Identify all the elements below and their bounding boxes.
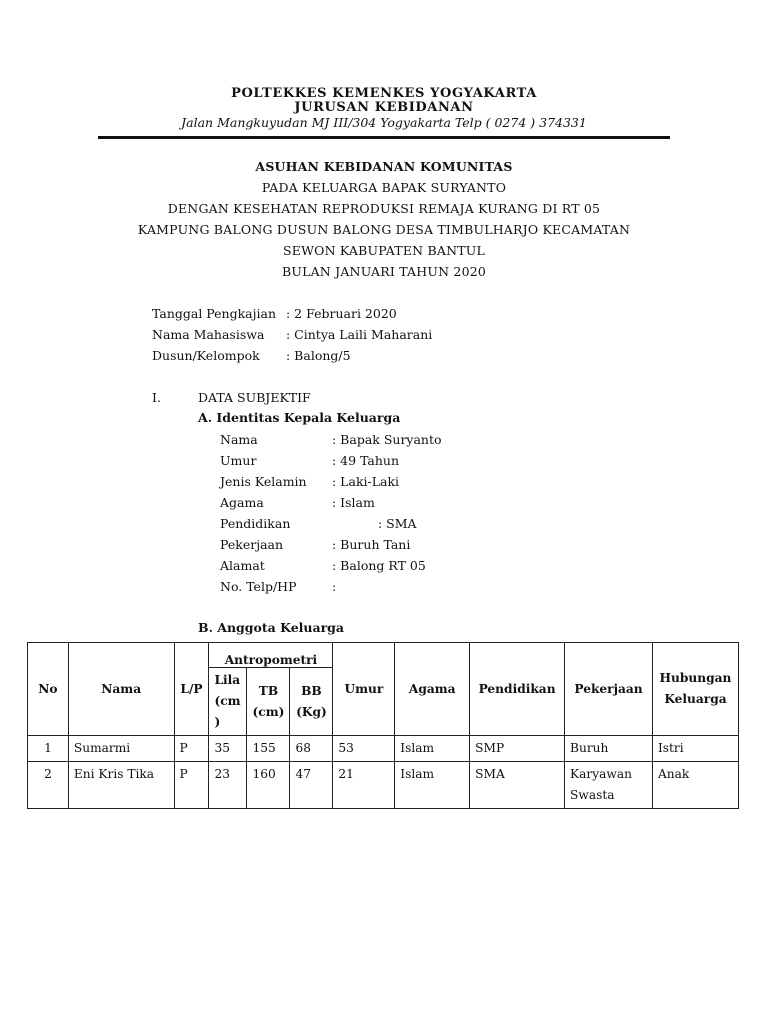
col-header-occupation: Pekerjaan (565, 643, 653, 736)
table-row (28, 736, 739, 762)
col-header-education: Pendidikan (470, 643, 565, 736)
identity-value-age: : 49 Tahun (332, 453, 400, 468)
identity-label-age: Umur (220, 453, 257, 468)
table-row (28, 762, 739, 809)
col-header-bb: BB (Kg) (290, 668, 333, 736)
cell-occupation: Karyawan Swasta (565, 762, 653, 809)
identity-value-education: : SMA (378, 516, 417, 531)
identity-label-name: Nama (220, 432, 258, 447)
identity-label-sex: Jenis Kelamin (220, 474, 307, 489)
identity-label-address: Alamat (220, 558, 265, 573)
cell-religion: Islam (395, 762, 470, 809)
department-name: JURUSAN KEBIDANAN (294, 100, 474, 115)
col-header-no: No (28, 643, 69, 736)
col-header-sex: L/P (174, 643, 209, 736)
identity-label-phone: No. Telp/HP (220, 579, 297, 594)
cell-age: 53 (333, 736, 395, 762)
identity-value-religion: : Islam (332, 495, 375, 510)
cell-religion: Islam (395, 736, 470, 762)
cell-tb: 155 (247, 736, 290, 762)
section-number: I. (152, 390, 161, 405)
cell-relationship: Istri (652, 736, 738, 762)
cell-sex: P (174, 736, 209, 762)
identity-label-occupation: Pekerjaan (220, 537, 284, 552)
info-value-student: : Cintya Laili Maharani (286, 327, 433, 342)
identity-value-name: : Bapak Suryanto (332, 432, 442, 447)
doc-title-line-4: KAMPUNG BALONG DUSUN BALONG DESA TIMBULHARJO KECAMATAN (137, 222, 631, 237)
doc-title-line-6: BULAN JANUARI TAHUN 2020 (281, 264, 487, 279)
col-header-name: Nama (68, 643, 174, 736)
identity-label-education: Pendidikan (220, 516, 291, 531)
col-header-anthropometry: Antropometri (209, 643, 333, 668)
cell-age: 21 (333, 762, 395, 809)
table-header-row (28, 643, 739, 668)
info-label-date: Tanggal Pengkajian (152, 306, 276, 321)
col-header-age: Umur (333, 643, 395, 736)
info-value-date: : 2 Februari 2020 (286, 306, 397, 321)
identity-value-phone: : (332, 579, 337, 594)
institution-address: Jalan Mangkuyudan MJ III/304 Yogyakarta Telp ( 0274 ) 374331 (181, 115, 587, 130)
cell-tb: 160 (247, 762, 290, 809)
cell-bb: 68 (290, 736, 333, 762)
cell-education: SMA (470, 762, 565, 809)
doc-title-line-5: SEWON KABUPATEN BANTUL (283, 243, 485, 258)
identity-label-religion: Agama (220, 495, 264, 510)
identity-value-sex: : Laki-Laki (332, 474, 400, 489)
cell-bb: 47 (290, 762, 333, 809)
institution-name: POLTEKKES KEMENKES YOGYAKARTA (231, 86, 537, 101)
cell-relationship: Anak (652, 762, 738, 809)
doc-title-line-3: DENGAN KESEHATAN REPRODUKSI REMAJA KURANG DI RT 05 (167, 201, 601, 216)
section-title: DATA SUBJEKTIF (198, 390, 311, 405)
cell-name: Sumarmi (68, 736, 174, 762)
cell-education: SMP (470, 736, 565, 762)
info-label-student: Nama Mahasiswa (152, 327, 265, 342)
cell-lila: 35 (209, 736, 247, 762)
col-header-religion: Agama (395, 643, 470, 736)
col-header-tb: TB (cm) (247, 668, 290, 736)
cell-no: 1 (28, 736, 69, 762)
info-label-group: Dusun/Kelompok (152, 348, 260, 363)
header-rule-thick (98, 136, 670, 139)
cell-name: Eni Kris Tika (68, 762, 174, 809)
family-members-table (27, 642, 739, 809)
doc-title-line-2: PADA KELUARGA BAPAK SURYANTO (261, 180, 507, 195)
cell-sex: P (174, 762, 209, 809)
identity-value-address: : Balong RT 05 (332, 558, 426, 573)
cell-occupation: Buruh (565, 736, 653, 762)
cell-lila: 23 (209, 762, 247, 809)
col-header-relationship: Hubungan Keluarga (652, 643, 738, 736)
cell-no: 2 (28, 762, 69, 809)
subsection-b-title: B. Anggota Keluarga (198, 620, 345, 635)
subsection-a-title: A. Identitas Kepala Keluarga (198, 410, 401, 425)
doc-title-line-1: ASUHAN KEBIDANAN KOMUNITAS (255, 159, 513, 174)
col-header-lila: Lila (cm ) (209, 668, 247, 736)
identity-value-occupation: : Buruh Tani (332, 537, 411, 552)
info-value-group: : Balong/5 (286, 348, 351, 363)
